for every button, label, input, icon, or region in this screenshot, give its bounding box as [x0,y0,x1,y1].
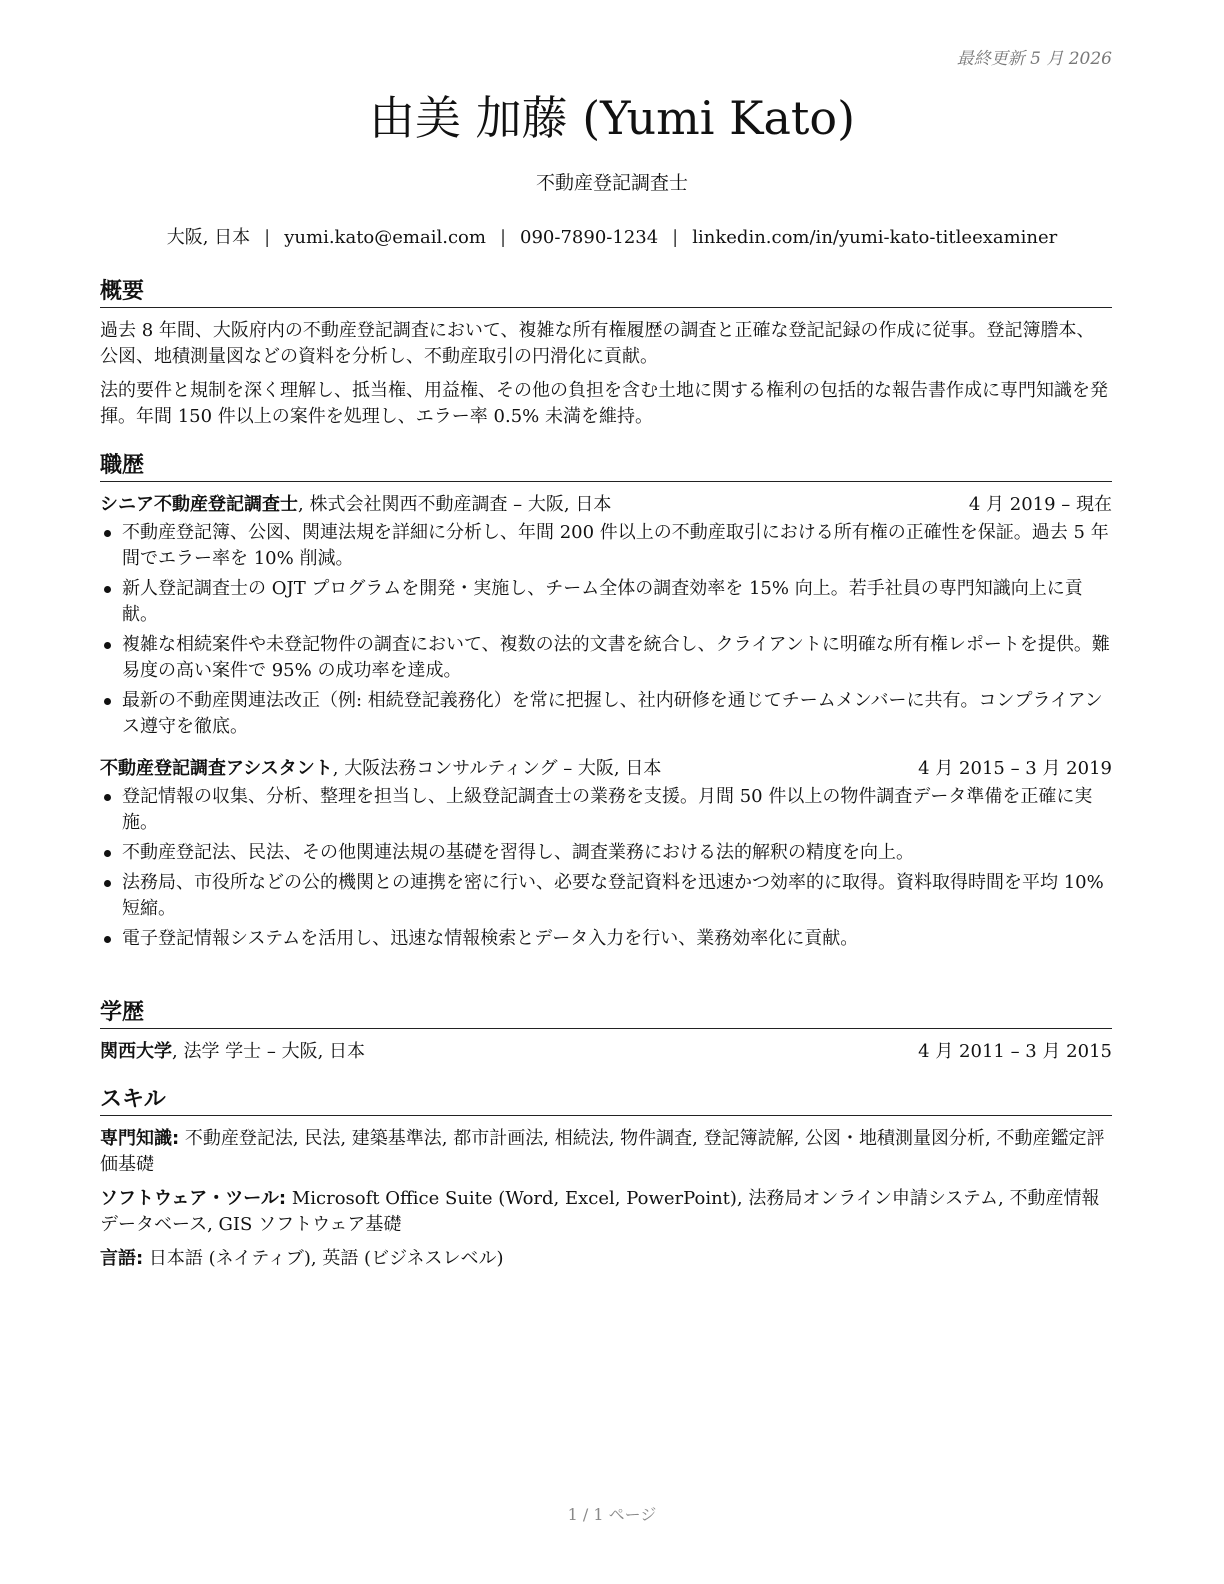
contact-phone: 090-7890-1234 [520,227,659,248]
job-bullets [100,784,1112,952]
education-dates: 4 月 2011 – 3 月 2015 [918,1041,1112,1062]
contact-email[interactable]: yumi.kato@email.com [284,227,486,248]
job-header [100,756,1112,782]
job-org: , 株式会社関西不動産調査 – 大阪, 日本 [298,494,612,515]
job-role: シニア不動産登記調査士 [100,494,298,515]
contact-location: 大阪, 日本 [166,227,251,248]
skill-label: 専門知識: [100,1128,180,1149]
job-dates: 4 月 2019 – 現在 [968,494,1112,515]
job-bullet: 最新の不動産関連法改正（例: 相続登記義務化）を常に把握し、社内研修を通じてチームメンバーに共有。コンプライアンス遵守を徹底。 [100,688,1112,740]
education-section [100,999,1112,1065]
job-bullet: 新人登記調査士の OJT プログラムを開発・実施し、チーム全体の調査効率を 15% 向上。若手社員の専門知識向上に貢献。 [100,576,1112,628]
summary-paragraph: 法的要件と規制を深く理解し、抵当権、用益権、その他の負担を含む土地に関する権利の包括的な報告書作成に専門知識を発揮。年間 150 件以上の案件を処理し、エラー率 0.5% 未満を維持。 [100,380,1108,427]
job-org: , 大阪法務コンサルティング – 大阪, 日本 [332,758,662,779]
education-detail: , 法学 学士 – 大阪, 日本 [172,1041,366,1062]
skill-value: 不動産登記法, 民法, 建築基準法, 都市計画法, 相続法, 物件調査, 登記簿読解, 公図・地積測量図分析, 不動産鑑定評価基礎 [100,1128,1105,1175]
job-bullet: 登記情報の収集、分析、整理を担当し、上級登記調査士の業務を支援。月間 50 件以上の物件調査データ準備を正確に実施。 [100,784,1112,836]
skill-item [100,1126,1112,1178]
experience-heading: 職歴 [100,452,1112,482]
job-bullet: 電子登記情報システムを活用し、迅速な情報検索とデータ入力を行い、業務効率化に貢献。 [100,926,1112,952]
contact-separator: | [672,227,679,248]
job-entry [100,492,1112,740]
education-entry [100,1039,1112,1065]
summary-heading: 概要 [100,278,1112,308]
job-bullet: 不動産登記簿、公図、関連法規を詳細に分析し、年間 200 件以上の不動産取引における所有権の正確性を保証。過去 5 年間でエラー率を 10% 削減。 [100,520,1112,572]
skill-label: 言語: [100,1248,144,1269]
candidate-name: 由美 加藤 (Yumi Kato) [368,91,856,145]
skills-heading: スキル [100,1086,1112,1116]
job-dates: 4 月 2015 – 3 月 2019 [918,758,1112,779]
job-bullet: 不動産登記法、民法、その他関連法規の基礎を習得し、調査業務における法的解釈の精度を向上。 [100,840,1112,866]
skill-item [100,1246,1112,1272]
job-entry [100,756,1112,952]
job-role: 不動産登記調査アシスタント [100,758,333,779]
contact-separator: | [264,227,271,248]
job-bullet: 複雑な相続案件や未登記物件の調査において、複数の法的文書を統合し、クライアントに明確な所有権レポートを提供。難易度の高い案件で 95% の成功率を達成。 [100,632,1112,684]
skill-value: 日本語 (ネイティブ), 英語 (ビジネスレベル) [143,1248,504,1269]
job-header [100,492,1112,518]
job-bullet: 法務局、市役所などの公的機関との連携を密に行い、必要な登記資料を迅速かつ効率的に取得。資料取得時間を平均 10% 短縮。 [100,870,1112,922]
skill-label: ソフトウェア・ツール: [100,1188,287,1209]
skill-value: Microsoft Office Suite (Word, Excel, PowerPoint), 法務局オンライン申請システム, 不動産情報データベース, GIS ソフトウェア基礎 [100,1188,1100,1235]
contact-linkedin[interactable]: linkedin.com/in/yumi-kato-titleexaminer [692,227,1058,248]
skills-section [100,1086,1112,1280]
experience-section [100,452,1112,956]
summary-paragraph: 過去 8 年間、大阪府内の不動産登記調査において、複雑な所有権履歴の調査と正確な登記記録の作成に従事。登記簿謄本、公図、地積測量図などの資料を分析し、不動産取引の円滑化に貢献。 [100,320,1095,367]
job-bullets [100,520,1112,740]
contact-separator: | [499,227,507,248]
contact-line [0,225,1224,251]
skill-item [100,1186,1112,1238]
summary-section [100,278,1112,438]
education-school: 関西大学 [100,1041,172,1062]
last-updated: 最終更新 5 月 2026 [956,49,1112,69]
education-heading: 学歴 [100,999,1112,1029]
job-title: 不動産登記調査士 [535,172,688,194]
page-number: 1 / 1 ページ [567,1505,657,1524]
